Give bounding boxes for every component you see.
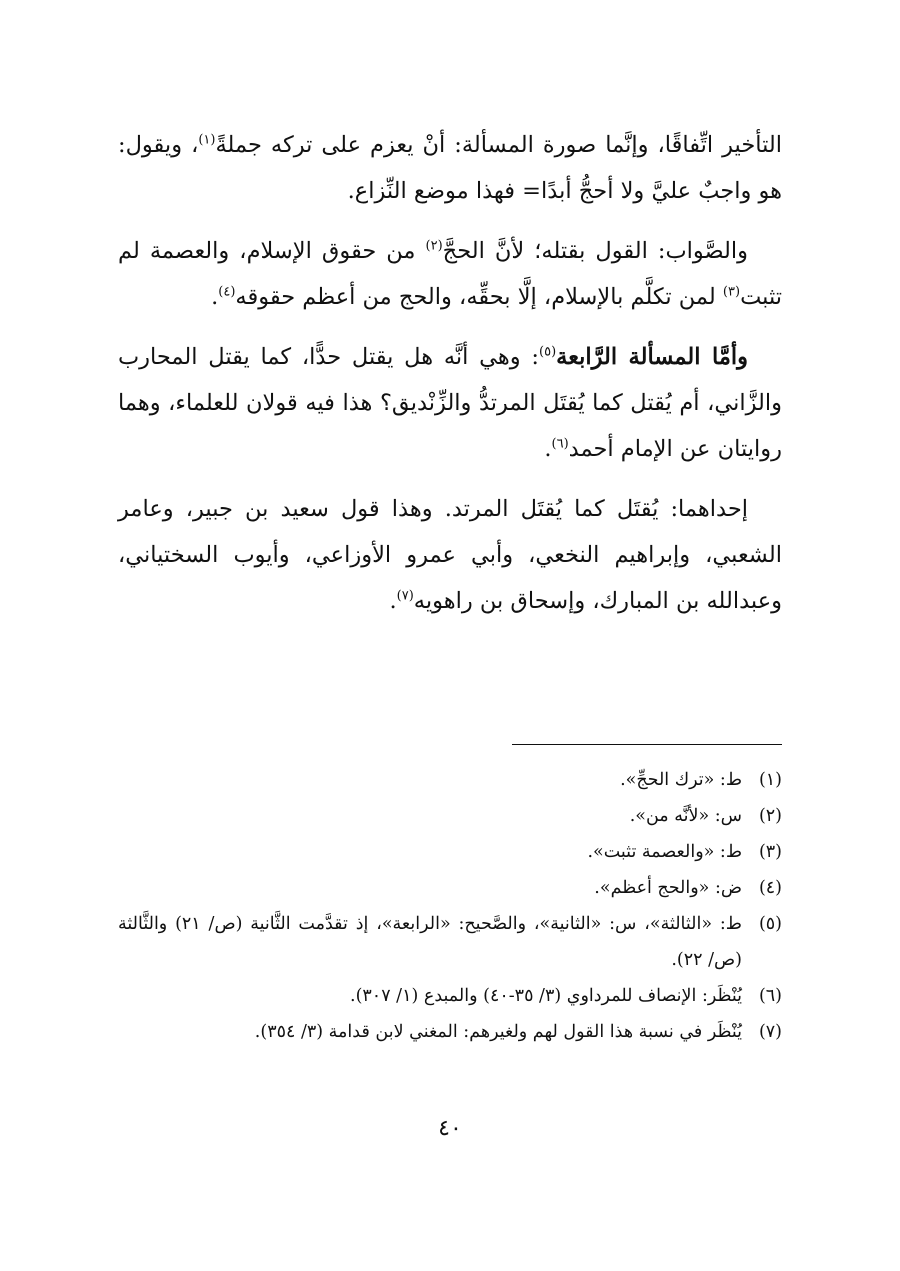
footnote-text: ط: «والعصمة تثبت». bbox=[587, 842, 742, 862]
footnote-1 bbox=[118, 762, 782, 798]
paragraph-4 bbox=[118, 486, 782, 624]
footnote-text: س: «لأنَّه من». bbox=[629, 806, 742, 826]
footnote-ref-1[interactable]: (١) bbox=[198, 132, 216, 148]
footnote-text: ط: «الثالثة»، س: «الثانية»، والصَّحيح: «الرابعة»، إذ تقدَّمت الثَّانية (ص/ ٢١) والثَّالثة (ص/ ٢٢). bbox=[118, 914, 742, 970]
footnote-2 bbox=[118, 798, 782, 834]
text-run: . bbox=[544, 436, 552, 462]
text-run: . bbox=[389, 588, 397, 614]
footnote-number: (٧) bbox=[758, 1022, 782, 1042]
footnote-number: (٣) bbox=[758, 842, 782, 862]
footnote-ref-3[interactable]: (٣) bbox=[722, 284, 741, 300]
footnote-text: يُنْظَر: الإنصاف للمرداوي (٣/ ٣٥-٤٠) والمبدع (١/ ٣٠٧). bbox=[350, 986, 742, 1006]
text-run: إحداهما: يُقتَل كما يُقتَل المرتد. وهذا قول سعيد بن جبير، وعامر الشعبي، وإبراهيم النخعي، وأبي عمرو الأوزاعي، وأيوب السختياني، وعبدالله بن المبارك، وإسحاق بن راهويه bbox=[118, 496, 782, 614]
text-run: : وهي أنَّه هل يقتل حدًّا، كما يقتل المحارب والزَّاني، أم يُقتل كما يُقتَل المرتدُّ والزِّنْديق؟ هذا فيه قولان للعلماء، وهما روايتان عن الإمام أحمد bbox=[118, 344, 782, 462]
text-run: لمن تكلَّم بالإسلام، إلَّا بحقِّه، والحج من أعظم حقوقه bbox=[235, 284, 723, 310]
paragraph-1 bbox=[118, 122, 782, 214]
text-run: والصَّواب: القول بقتله؛ لأنَّ الحجَّ bbox=[442, 238, 749, 264]
footnote-divider bbox=[512, 744, 782, 745]
footnote-number: (٤) bbox=[758, 878, 782, 898]
footnote-3 bbox=[118, 834, 782, 870]
text-run: . bbox=[211, 284, 219, 310]
page-number: ٤٠ bbox=[438, 1116, 462, 1141]
footnote-7 bbox=[118, 1014, 782, 1050]
text-run: ، ويقول: هو واجبٌ عليَّ ولا أحجُّ أبدًا= فهذا موضع النِّزاع. bbox=[118, 132, 782, 204]
footnote-5 bbox=[118, 906, 782, 978]
footnote-text: يُنْظَر في نسبة هذا القول لهم ولغيرهم: المغني لابن قدامة (٣/ ٣٥٤). bbox=[254, 1022, 742, 1042]
footnote-text: ط: «ترك الحجِّ». bbox=[620, 770, 742, 790]
footnote-number: (٦) bbox=[758, 986, 782, 1006]
footnote-ref-6[interactable]: (٦) bbox=[551, 436, 569, 452]
footnote-6 bbox=[118, 978, 782, 1014]
paragraph-2 bbox=[118, 228, 782, 320]
footnote-number: (١) bbox=[758, 770, 782, 790]
footnote-4 bbox=[118, 870, 782, 906]
paragraph-3 bbox=[118, 334, 782, 472]
footnote-number: (٥) bbox=[758, 914, 782, 934]
text-run: التأخير اتِّفاقًا، وإنَّما صورة المسألة: أنْ يعزم على تركه جملةً bbox=[215, 132, 782, 158]
text-run: من حقوق الإسلام، والعصمة لم تثبت bbox=[118, 238, 782, 310]
bold-lead-text: وأمَّا المسألة الرَّابعة bbox=[556, 344, 748, 370]
footnote-number: (٢) bbox=[758, 806, 782, 826]
footnote-ref-5[interactable]: (٥) bbox=[539, 344, 557, 360]
footnote-ref-4[interactable]: (٤) bbox=[218, 284, 236, 300]
footnotes-list bbox=[118, 762, 782, 1050]
main-text bbox=[118, 122, 782, 638]
footnote-ref-2[interactable]: (٢) bbox=[425, 238, 443, 254]
footnote-ref-7[interactable]: (٧) bbox=[396, 588, 414, 604]
footnote-text: ض: «والحج أعظم». bbox=[594, 878, 742, 898]
